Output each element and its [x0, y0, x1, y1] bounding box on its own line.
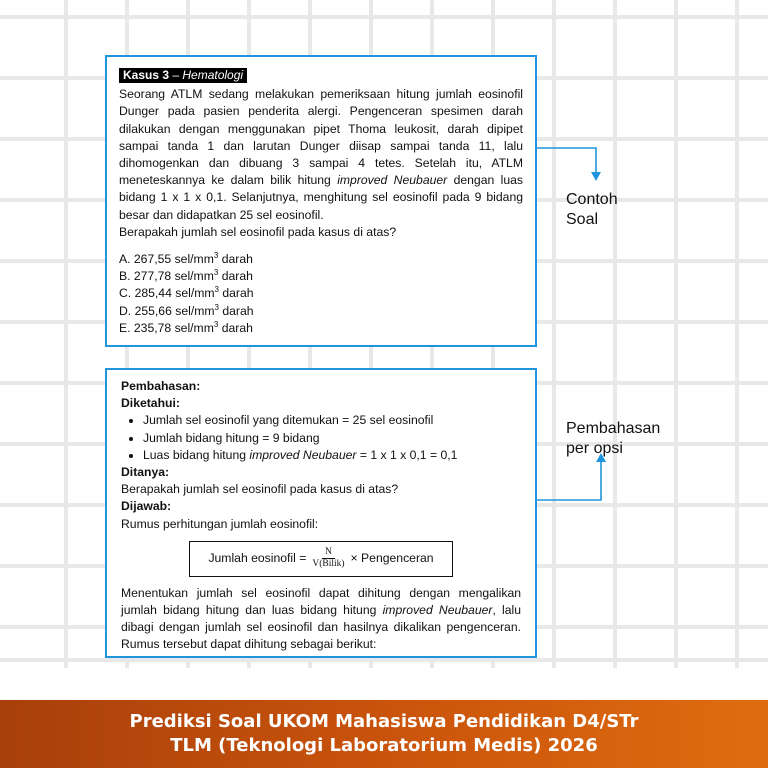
option-value: 255,66: [134, 303, 172, 318]
discussion-label: [566, 419, 660, 459]
example-label-line2: Soal: [566, 211, 599, 228]
option-d[interactable]: [119, 303, 523, 320]
option-letter: C.: [119, 286, 132, 301]
option-value: 235,78: [133, 320, 172, 335]
formula-numerator: N: [322, 547, 335, 559]
explanation-text: [121, 585, 521, 654]
option-unit-suffix: darah: [218, 269, 253, 284]
known-item: [143, 447, 521, 464]
case-tag-dash: –: [169, 68, 183, 82]
known-item: • Jumlah bidang hitung = 9 bidang: [143, 430, 521, 447]
footer-title-line2: TLM (Teknologi Laboratorium Medis) 2026: [170, 735, 598, 756]
answered-heading: Dijawab:: [121, 499, 172, 514]
case-number: Kasus 3: [123, 68, 170, 82]
option-b[interactable]: [119, 268, 523, 285]
explanation-part2: , lalu dibagi dengan jumlah sel eosinofil dan hasilnya dikalikan pengenceran. Rumus tersebut dapat dihitung sebagai berikut:: [121, 603, 522, 652]
case-body-italic: improved Neubauer: [337, 173, 448, 188]
discussion-label-line2: per opsi: [566, 440, 623, 457]
formula-fraction: [310, 547, 346, 570]
option-unit-suffix: darah: [218, 286, 254, 301]
option-letter: D.: [119, 303, 132, 318]
asked-heading: Ditanya:: [121, 465, 170, 480]
option-unit-exp: 3: [214, 285, 219, 295]
option-unit: sel/mm: [175, 286, 215, 301]
option-value: 267,55: [133, 252, 172, 267]
formula-denominator: V(Bilik): [312, 559, 345, 570]
case-tag: [119, 68, 247, 83]
question-card: [105, 55, 537, 347]
option-unit: sel/mm: [175, 303, 215, 318]
option-unit-exp: 3: [213, 250, 219, 260]
known-heading: Diketahui:: [121, 396, 180, 411]
explanation-italic: improved Neubauer: [382, 603, 493, 618]
option-unit-exp: 3: [214, 302, 219, 312]
arrow-to-discussion-label: [537, 462, 601, 500]
case-topic: Hematologi: [182, 68, 244, 82]
formula-lhs: Jumlah eosinofil =: [208, 551, 307, 566]
formula-box: [189, 541, 453, 577]
footer-title-line1: Prediksi Soal UKOM Mahasiswa Pendidikan D4/STr: [129, 711, 639, 732]
formula-rhs: × Pengenceran: [350, 551, 434, 566]
case-question: Berapakah jumlah sel eosinofil pada kasus di atas?: [119, 224, 397, 239]
option-letter: E.: [119, 320, 131, 335]
discussion-card: [105, 368, 537, 658]
case-body-part1: Seorang ATLM sedang melakukan pemeriksaan hitung jumlah eosinofil Dunger pada pasien penderita alergi. Pengenceran spesimen darah dilakukan dengan menggunakan pipet Thoma leukosit, darah dipipet sampai tanda 1 dan larutan Dunger diisap sampai tanda 11, lalu dihomogenkan dan dibuang 3 sampai 4 tetes. Setelah itu, ATLM meneteskannya ke dalam bilik hitung: [119, 87, 523, 188]
option-unit: sel/mm: [174, 269, 214, 284]
known-item: • Jumlah sel eosinofil yang ditemukan = 25 sel eosinofil: [143, 412, 521, 429]
option-unit: sel/mm: [174, 320, 214, 335]
example-label: [566, 190, 618, 230]
known-item-prefix: Luas bidang hitung: [143, 447, 250, 462]
option-letter: A.: [119, 252, 131, 267]
known-list: [121, 412, 521, 464]
arrow-to-example-label: [537, 148, 596, 172]
example-label-line1: Contoh: [566, 191, 618, 208]
option-value: 285,44: [134, 286, 172, 301]
option-value: 277,78: [133, 269, 172, 284]
option-unit-suffix: darah: [218, 252, 253, 267]
option-c[interactable]: [119, 285, 523, 302]
option-unit-suffix: darah: [218, 303, 254, 318]
known-item-suffix: = 1 x 1 x 0,1 = 0,1: [356, 447, 458, 462]
footer-banner: [0, 700, 768, 768]
formula-intro: Rumus perhitungan jumlah eosinofil:: [121, 516, 319, 531]
option-a[interactable]: [119, 251, 523, 268]
case-body: [119, 86, 523, 224]
option-unit: sel/mm: [174, 252, 214, 267]
option-unit-suffix: darah: [218, 320, 253, 335]
case-body-part2: dengan luas bidang 1 x 1 x 0,1. Selanjutnya, menghitung sel eosinofil pada 9 bidang besar dan didapatkan 25 sel eosinofil.: [119, 173, 523, 222]
asked-text: Berapakah jumlah sel eosinofil pada kasus di atas?: [121, 482, 399, 497]
discussion-heading: Pembahasan:: [121, 379, 201, 393]
option-unit-exp: 3: [213, 319, 219, 329]
option-letter: B.: [119, 269, 131, 284]
option-e[interactable]: [119, 320, 523, 337]
known-item-italic: improved Neubauer: [249, 447, 357, 462]
answer-options: [119, 251, 523, 337]
explanation-part1: Menentukan jumlah sel eosinofil dapat dihitung dengan mengalikan jumlah bidang hitung dan luas bidang hitung: [121, 585, 521, 618]
discussion-label-line1: Pembahasan: [566, 420, 661, 437]
option-unit-exp: 3: [213, 268, 219, 278]
